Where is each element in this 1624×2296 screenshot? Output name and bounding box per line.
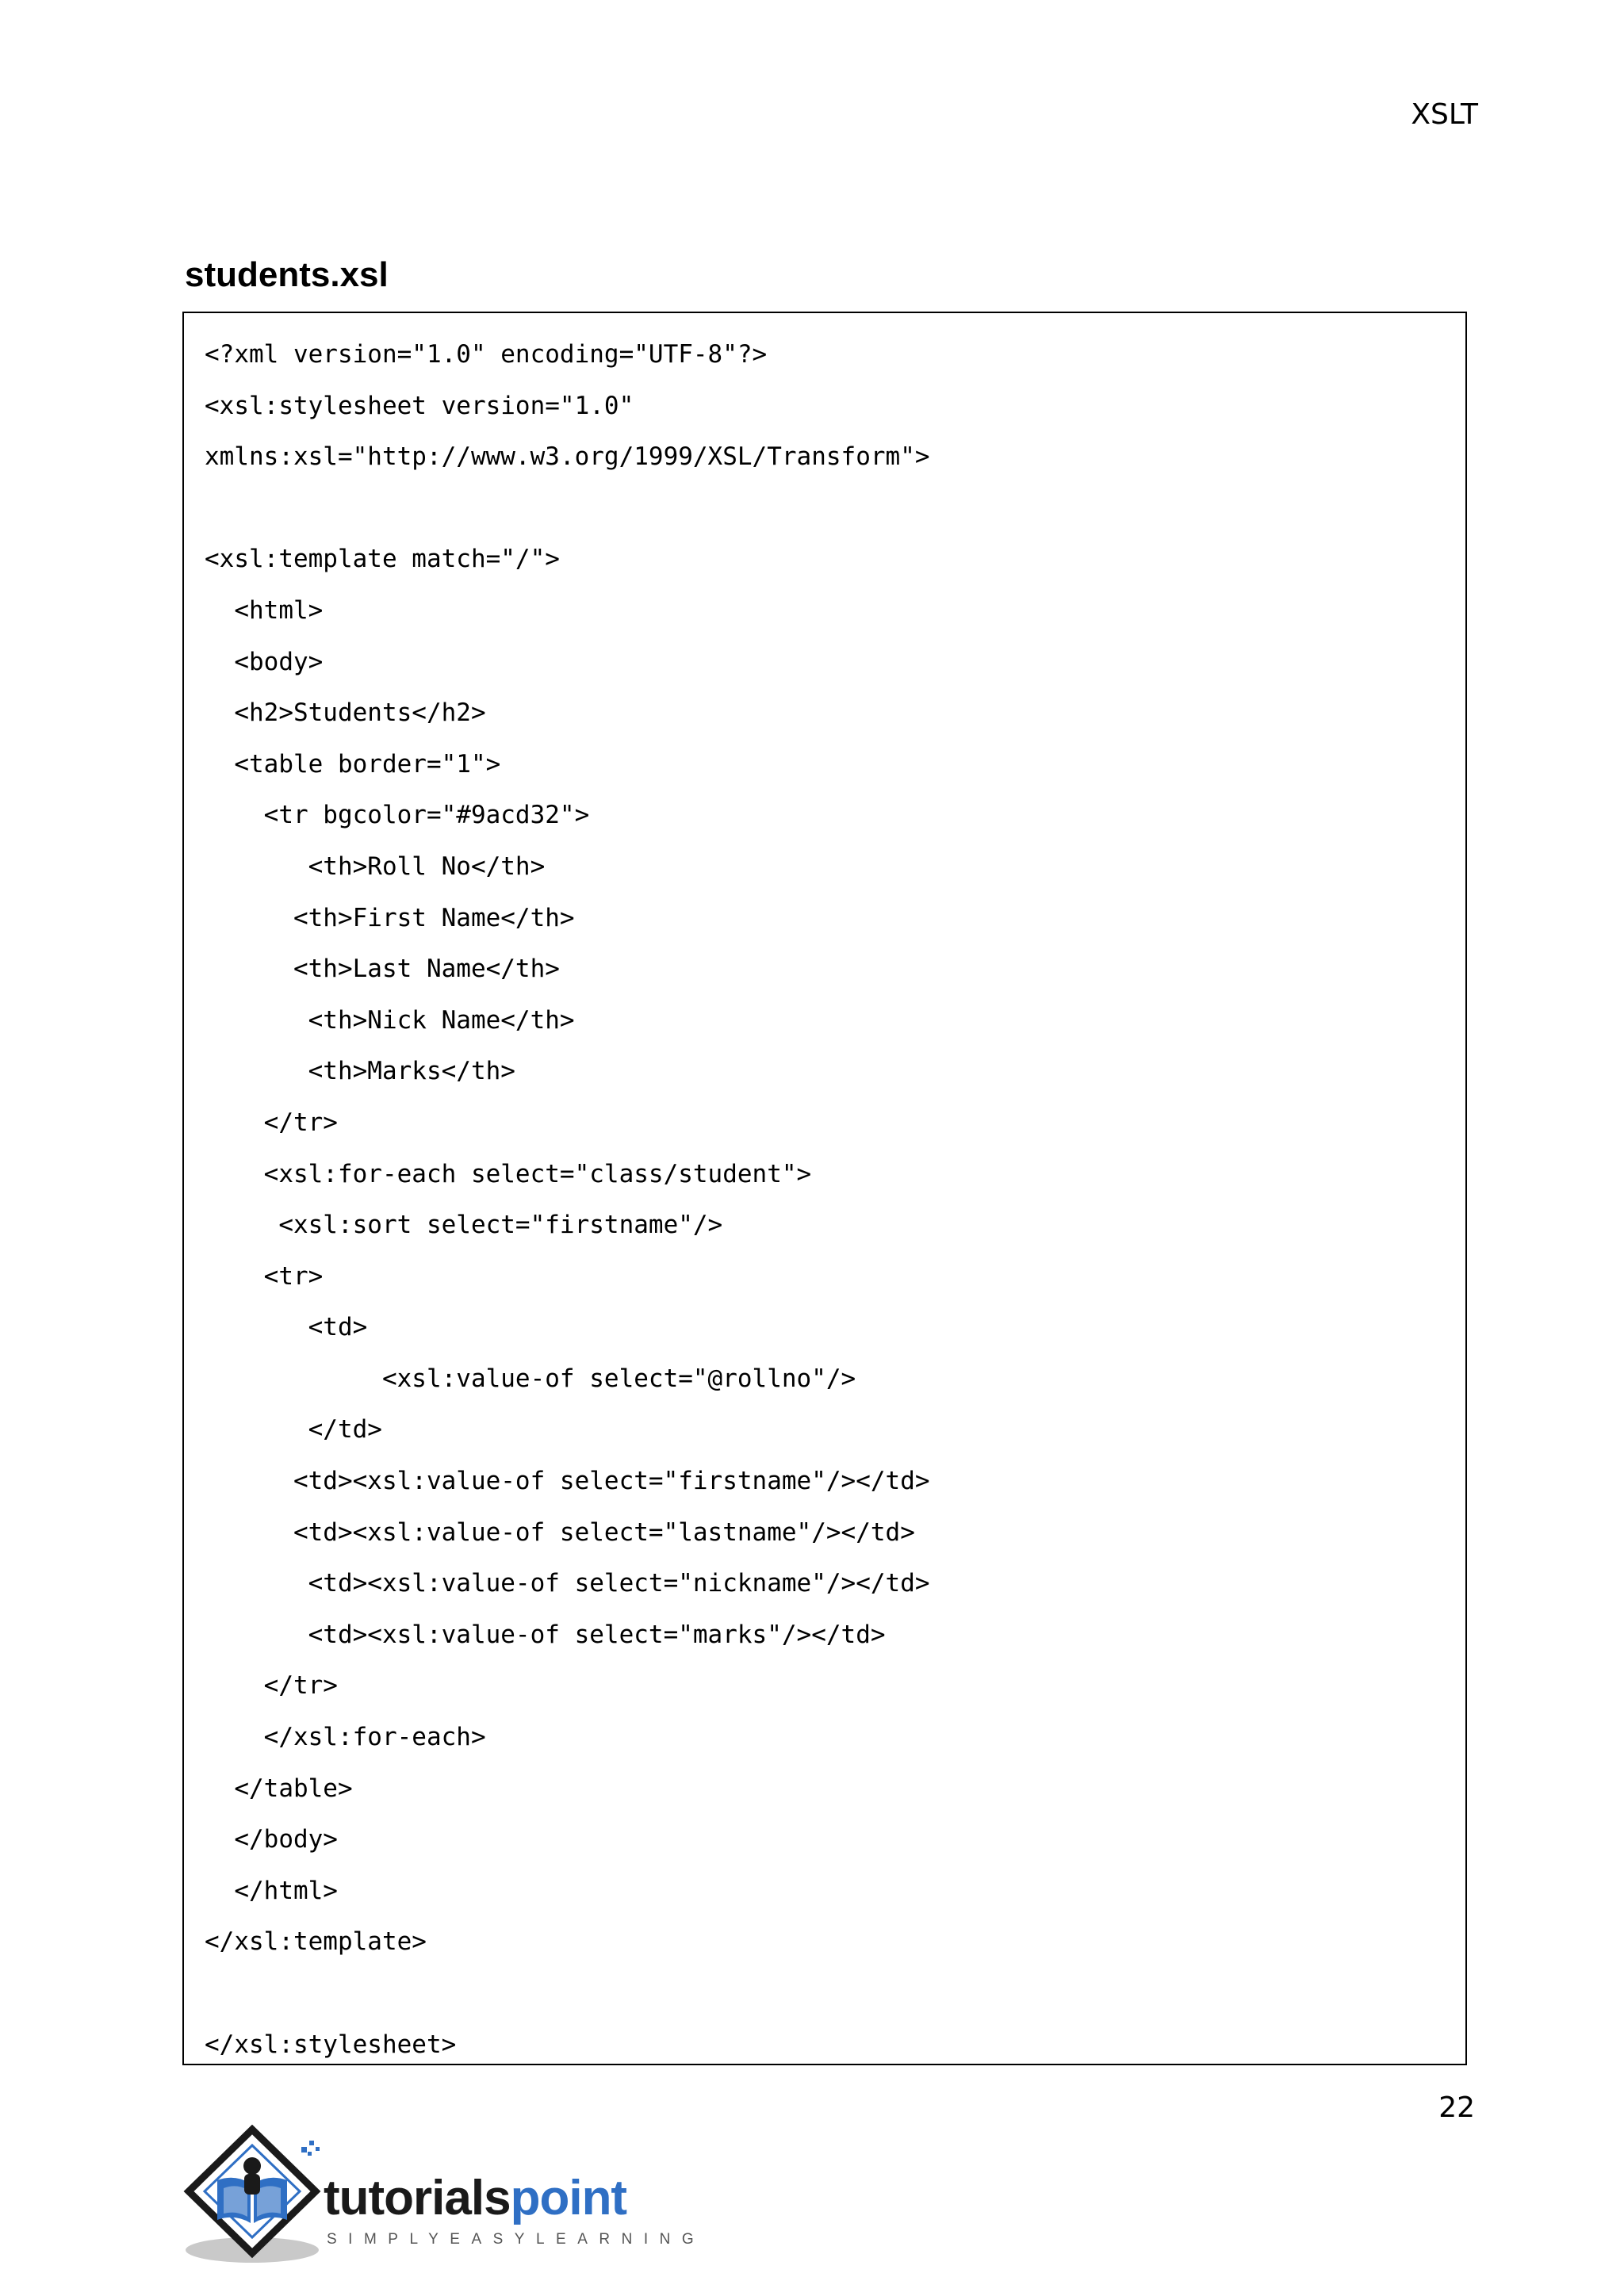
code-line: <th>Marks</th> [205,1057,515,1086]
code-line: <td><xsl:value-of select="lastname"/></td> [205,1517,915,1547]
code-line: <xsl:value-of select="@rollno"/> [205,1364,856,1393]
code-line: <xsl:for-each select="class/student"> [205,1159,812,1188]
code-line: <h2>Students</h2> [205,698,486,728]
code-line: <tr bgcolor="#9acd32"> [205,801,590,830]
code-line: <xsl:stylesheet version="1.0" [205,391,634,420]
code-line: <body> [205,647,324,676]
code-line: <table border="1"> [205,749,501,779]
logo-wordmark [324,2171,627,2225]
code-line: <th>Last Name</th> [205,955,560,984]
code-line: <xsl:template match="/"> [205,545,560,574]
code-lines [205,329,930,2070]
code-line: </html> [205,1876,338,1905]
tutorialspoint-logo [182,2125,706,2275]
code-line: <td> [205,1313,368,1342]
code-line: </xsl:for-each> [205,1723,486,1752]
code-line: xmlns:xsl="http://www.w3.org/1999/XSL/Transform"> [205,442,930,472]
code-line: <td><xsl:value-of select="marks"/></td> [205,1620,886,1649]
code-line [205,1968,930,2019]
code-line: <td><xsl:value-of select="nickname"/></td> [205,1569,930,1598]
code-line: <th>Roll No</th> [205,851,546,881]
code-line: <tr> [205,1261,324,1291]
code-line: <th>Nick Name</th> [205,1005,575,1035]
code-line: </tr> [205,1671,338,1701]
logo-tagline: SIMPLYEASYLEARNING [327,2231,706,2248]
code-line: <?xml version="1.0" encoding="UTF-8"?> [205,340,768,369]
code-line: <td><xsl:value-of select="firstname"/></td> [205,1467,930,1496]
code-line: </xsl:stylesheet> [205,2030,457,2059]
code-line [205,483,930,534]
logo-wordmark-part1: tutorials [324,2171,511,2225]
code-line: </tr> [205,1108,338,1137]
code-block [182,312,1467,2065]
code-line: <xsl:sort select="firstname"/> [205,1211,723,1240]
code-line: </td> [205,1415,382,1445]
code-line: </body> [205,1825,338,1854]
code-line: <th>First Name</th> [205,903,575,932]
page-number: 22 [1438,2091,1475,2124]
file-title: students.xsl [185,255,389,294]
code-line: </table> [205,1774,353,1803]
code-line: </xsl:template> [205,1927,427,1957]
running-header: XSLT [1411,98,1478,131]
logo-wordmark-part2: point [510,2171,627,2225]
code-line: <html> [205,595,324,625]
tutorialspoint-diamond-book-logo-icon [182,2125,341,2275]
